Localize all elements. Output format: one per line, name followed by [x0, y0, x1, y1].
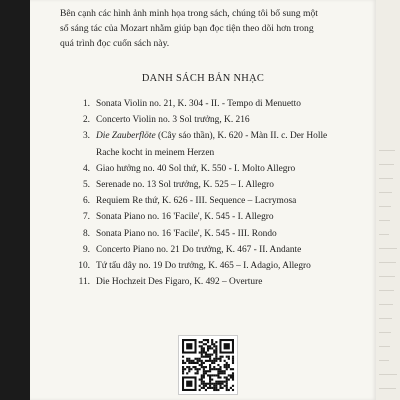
bleed-text-line: [379, 346, 390, 347]
bleed-text-line: [379, 388, 396, 389]
intro-line-3: quá trình đọc cuốn sách này.: [60, 38, 170, 49]
track-number: 9.: [82, 244, 90, 255]
track-title-line: Sonata Piano no. 16 'Facile', K. 545 - I. Allegro: [96, 212, 274, 223]
bleed-text-line: [379, 332, 391, 333]
track-title: [96, 115, 250, 125]
intro-line-1: Bên cạnh các hình ảnh minh họa trong sách, chúng tôi bổ sung một: [60, 8, 318, 19]
track-number: 6.: [82, 196, 90, 207]
bleed-text-line: [379, 178, 393, 179]
track-number: 11.: [78, 277, 90, 288]
track-title: [96, 261, 311, 271]
track-title-line: Rache kocht in meinem Herzen: [96, 147, 215, 158]
track-item: [60, 242, 360, 258]
bleed-text-line: [379, 206, 391, 207]
track-title: [96, 164, 295, 174]
track-title-line: Sonata Piano no. 16 'Facile', K. 545 - III. Rondo: [96, 228, 277, 239]
track-number: 8.: [82, 228, 90, 239]
track-item: [60, 258, 360, 274]
track-item: [60, 177, 360, 193]
track-title-line: Serenade no. 13 Sol trưởng, K. 525 – I. Allegro: [96, 180, 274, 191]
track-title-line: Giao hưởng no. 40 Sol thứ, K. 550 - I. Molto Allegro: [96, 163, 296, 174]
track-title: [96, 99, 301, 109]
track-number: 2.: [82, 115, 90, 126]
track-number: 5.: [82, 180, 90, 191]
bleed-text-line: [379, 262, 396, 263]
track-item: [60, 209, 360, 225]
bleed-text-line: [379, 164, 394, 165]
track-item: [60, 193, 360, 209]
track-title: [96, 196, 296, 206]
qr-finder-pattern: [182, 339, 197, 354]
next-page-edge: [376, 0, 400, 400]
qr-finder-pattern: [219, 339, 234, 354]
track-title: [96, 212, 274, 222]
track-title-line: Requiem Re thứ, K. 626 - III. Sequence – Lacrymosa: [96, 196, 297, 207]
qr-finder-pattern: [182, 376, 197, 391]
track-title-line: Concerto Violin no. 3 Sol trưởng, K. 216: [96, 115, 250, 126]
track-number: 4.: [82, 163, 90, 174]
bleed-text-line: [379, 150, 395, 151]
bleed-text-line: [379, 374, 397, 375]
track-title-line: (Cây sáo thần), K. 620 - Màn II. c. Der Holle: [155, 131, 328, 142]
track-item: [60, 96, 360, 112]
track-item: [60, 274, 360, 290]
track-item: [60, 128, 360, 160]
track-title: [96, 277, 262, 287]
track-list: [60, 96, 360, 290]
qr-code-image: [179, 336, 237, 394]
bleed-text-line: [379, 304, 393, 305]
bleed-text-line: [379, 220, 390, 221]
track-title-line: Concerto Piano no. 21 Do trưởng, K. 467 - II. Andante: [96, 244, 302, 255]
track-number: 3.: [82, 131, 90, 142]
track-item: [60, 161, 360, 177]
track-title: [96, 180, 274, 190]
track-title-italic: Die Zauberflöte: [96, 131, 156, 142]
bleed-text-line: [379, 276, 395, 277]
bleed-text-line: [379, 290, 394, 291]
intro-line-2: số sáng tác của Mozart nhằm giúp bạn đọc tiện theo dõi hơn trong: [60, 23, 314, 34]
qr-code[interactable]: [178, 335, 238, 395]
track-item: [60, 226, 360, 242]
track-item: [60, 112, 360, 128]
bleed-text-line: [379, 318, 392, 319]
bleed-text-line: [379, 234, 389, 235]
track-title: [96, 245, 301, 255]
track-number: 10.: [78, 261, 90, 272]
track-title: [96, 229, 277, 239]
track-number: 1.: [82, 99, 90, 109]
intro-paragraph: [60, 6, 360, 51]
track-number: 7.: [82, 212, 90, 223]
track-title: [96, 131, 327, 157]
bleed-text-line: [379, 248, 397, 249]
track-title-line: Die Hochzeit Des Figaro, K. 492 – Overture: [96, 277, 263, 288]
bleed-text-line: [379, 192, 392, 193]
playlist-heading: DANH SÁCH BẢN NHẠC: [141, 73, 265, 84]
book-page: [30, 0, 376, 400]
bleed-text-line: [379, 360, 389, 361]
track-title-line: Sonata Violin no. 21, K. 304 - II. - Tempo di Menuetto: [96, 99, 301, 109]
track-title-line: Tứ tấu dây no. 19 Do trưởng, K. 465 – I. Adagio, Allegro: [96, 261, 311, 272]
